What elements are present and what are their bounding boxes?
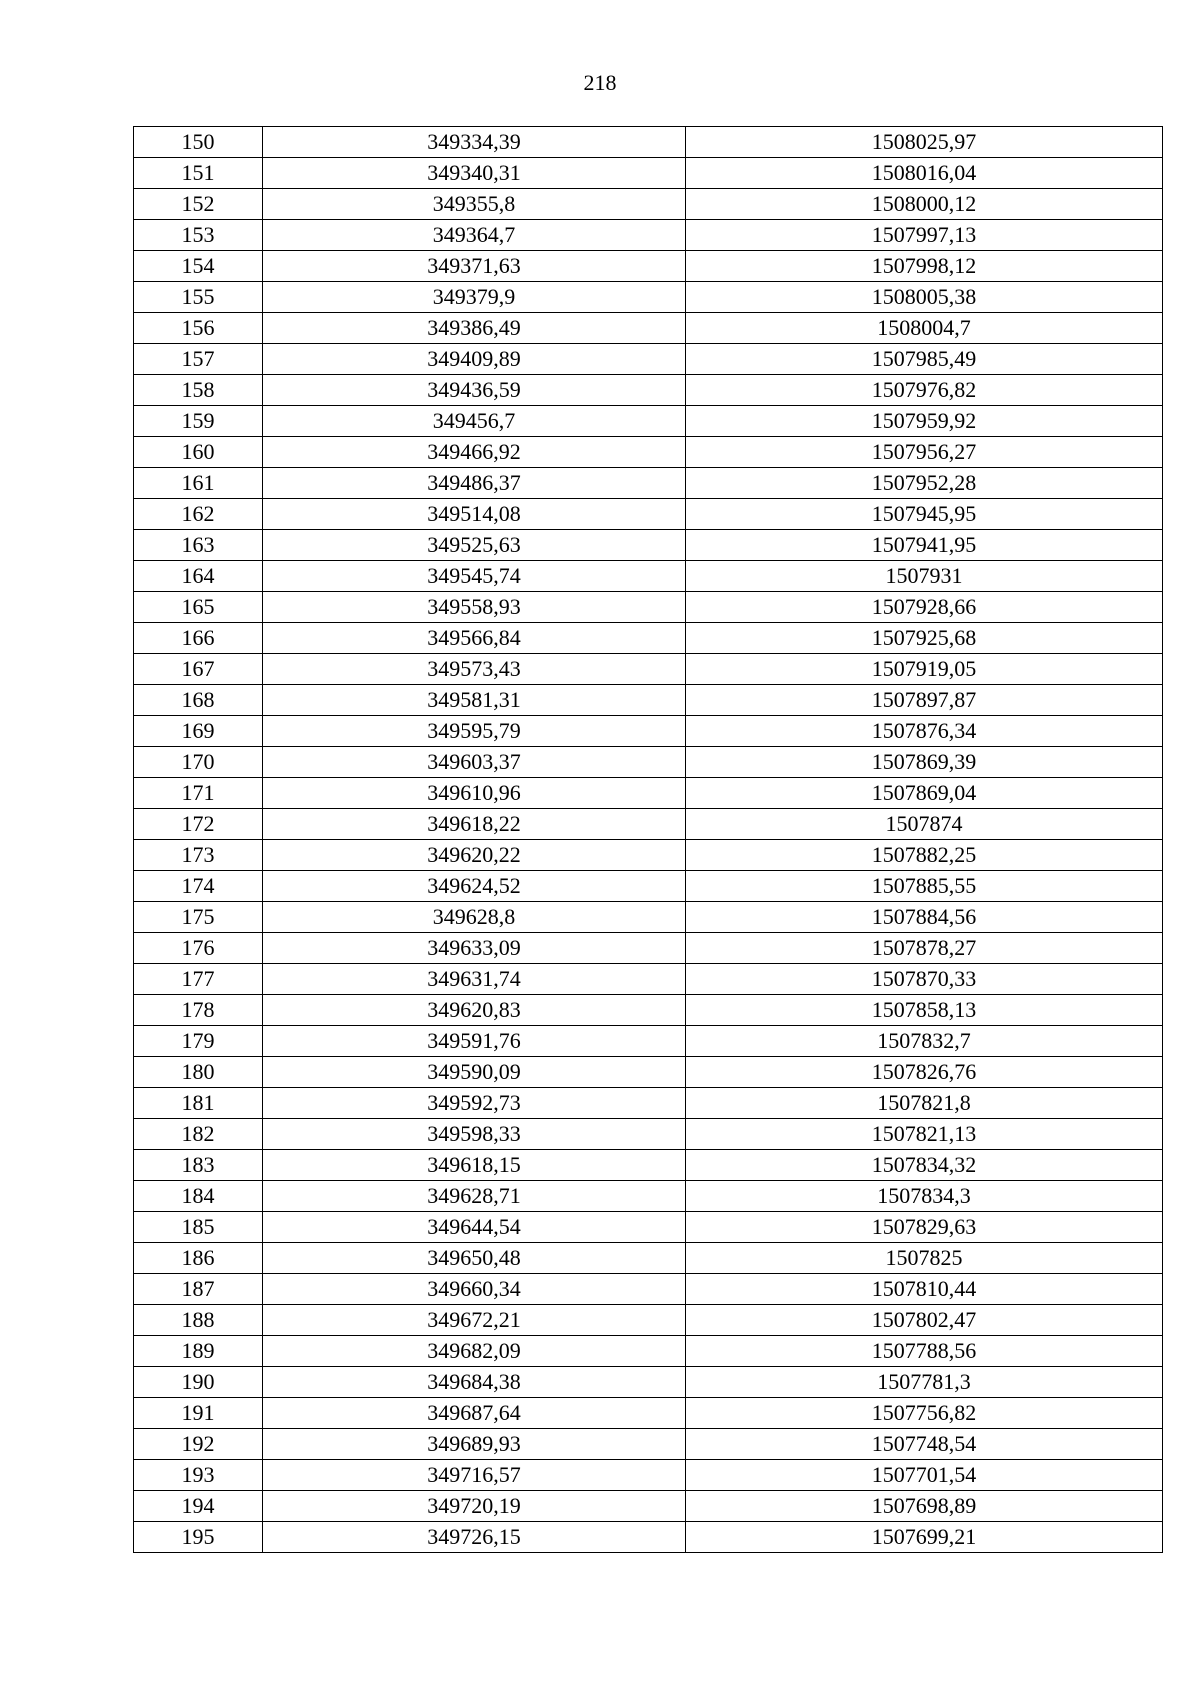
point-number-cell: 152 xyxy=(134,189,263,220)
point-number-cell: 178 xyxy=(134,995,263,1026)
coordinates-table-body xyxy=(134,127,1163,1553)
x-coordinate-cell: 349590,09 xyxy=(263,1057,686,1088)
point-number-cell: 167 xyxy=(134,654,263,685)
x-coordinate-cell: 349386,49 xyxy=(263,313,686,344)
x-coordinate-cell: 349687,64 xyxy=(263,1398,686,1429)
table-row xyxy=(134,220,1163,251)
table-row xyxy=(134,1119,1163,1150)
point-number-cell: 162 xyxy=(134,499,263,530)
point-number-cell: 185 xyxy=(134,1212,263,1243)
point-number-cell: 170 xyxy=(134,747,263,778)
y-coordinate-cell: 1507756,82 xyxy=(686,1398,1163,1429)
point-number-cell: 153 xyxy=(134,220,263,251)
table-row xyxy=(134,592,1163,623)
table-row xyxy=(134,778,1163,809)
x-coordinate-cell: 349558,93 xyxy=(263,592,686,623)
table-row xyxy=(134,1150,1163,1181)
x-coordinate-cell: 349364,7 xyxy=(263,220,686,251)
point-number-cell: 179 xyxy=(134,1026,263,1057)
x-coordinate-cell: 349566,84 xyxy=(263,623,686,654)
y-coordinate-cell: 1507998,12 xyxy=(686,251,1163,282)
y-coordinate-cell: 1507825 xyxy=(686,1243,1163,1274)
point-number-cell: 160 xyxy=(134,437,263,468)
point-number-cell: 159 xyxy=(134,406,263,437)
table-row xyxy=(134,499,1163,530)
y-coordinate-cell: 1507821,13 xyxy=(686,1119,1163,1150)
y-coordinate-cell: 1508025,97 xyxy=(686,127,1163,158)
x-coordinate-cell: 349650,48 xyxy=(263,1243,686,1274)
y-coordinate-cell: 1507834,3 xyxy=(686,1181,1163,1212)
point-number-cell: 176 xyxy=(134,933,263,964)
table-row xyxy=(134,871,1163,902)
y-coordinate-cell: 1507788,56 xyxy=(686,1336,1163,1367)
y-coordinate-cell: 1507870,33 xyxy=(686,964,1163,995)
table-row xyxy=(134,127,1163,158)
point-number-cell: 168 xyxy=(134,685,263,716)
point-number-cell: 180 xyxy=(134,1057,263,1088)
table-row xyxy=(134,1460,1163,1491)
point-number-cell: 184 xyxy=(134,1181,263,1212)
y-coordinate-cell: 1507832,7 xyxy=(686,1026,1163,1057)
table-row xyxy=(134,1305,1163,1336)
y-coordinate-cell: 1507874 xyxy=(686,809,1163,840)
x-coordinate-cell: 349409,89 xyxy=(263,344,686,375)
x-coordinate-cell: 349684,38 xyxy=(263,1367,686,1398)
y-coordinate-cell: 1507897,87 xyxy=(686,685,1163,716)
table-row xyxy=(134,995,1163,1026)
table-row xyxy=(134,313,1163,344)
y-coordinate-cell: 1507876,34 xyxy=(686,716,1163,747)
x-coordinate-cell: 349592,73 xyxy=(263,1088,686,1119)
x-coordinate-cell: 349631,74 xyxy=(263,964,686,995)
x-coordinate-cell: 349581,31 xyxy=(263,685,686,716)
y-coordinate-cell: 1507945,95 xyxy=(686,499,1163,530)
x-coordinate-cell: 349682,09 xyxy=(263,1336,686,1367)
table-row xyxy=(134,406,1163,437)
point-number-cell: 189 xyxy=(134,1336,263,1367)
x-coordinate-cell: 349660,34 xyxy=(263,1274,686,1305)
x-coordinate-cell: 349340,31 xyxy=(263,158,686,189)
x-coordinate-cell: 349633,09 xyxy=(263,933,686,964)
y-coordinate-cell: 1507869,39 xyxy=(686,747,1163,778)
table-row xyxy=(134,902,1163,933)
point-number-cell: 157 xyxy=(134,344,263,375)
point-number-cell: 171 xyxy=(134,778,263,809)
x-coordinate-cell: 349644,54 xyxy=(263,1212,686,1243)
table-row xyxy=(134,1212,1163,1243)
x-coordinate-cell: 349436,59 xyxy=(263,375,686,406)
table-row xyxy=(134,1243,1163,1274)
point-number-cell: 161 xyxy=(134,468,263,499)
point-number-cell: 165 xyxy=(134,592,263,623)
table-row xyxy=(134,1522,1163,1553)
y-coordinate-cell: 1507952,28 xyxy=(686,468,1163,499)
table-row xyxy=(134,561,1163,592)
x-coordinate-cell: 349628,71 xyxy=(263,1181,686,1212)
x-coordinate-cell: 349618,15 xyxy=(263,1150,686,1181)
y-coordinate-cell: 1507941,95 xyxy=(686,530,1163,561)
x-coordinate-cell: 349716,57 xyxy=(263,1460,686,1491)
point-number-cell: 156 xyxy=(134,313,263,344)
y-coordinate-cell: 1507959,92 xyxy=(686,406,1163,437)
point-number-cell: 163 xyxy=(134,530,263,561)
table-row xyxy=(134,716,1163,747)
point-number-cell: 158 xyxy=(134,375,263,406)
y-coordinate-cell: 1507985,49 xyxy=(686,344,1163,375)
table-row xyxy=(134,685,1163,716)
y-coordinate-cell: 1507829,63 xyxy=(686,1212,1163,1243)
point-number-cell: 173 xyxy=(134,840,263,871)
point-number-cell: 183 xyxy=(134,1150,263,1181)
y-coordinate-cell: 1508005,38 xyxy=(686,282,1163,313)
point-number-cell: 169 xyxy=(134,716,263,747)
point-number-cell: 164 xyxy=(134,561,263,592)
y-coordinate-cell: 1507781,3 xyxy=(686,1367,1163,1398)
table-row xyxy=(134,840,1163,871)
point-number-cell: 188 xyxy=(134,1305,263,1336)
point-number-cell: 191 xyxy=(134,1398,263,1429)
x-coordinate-cell: 349545,74 xyxy=(263,561,686,592)
x-coordinate-cell: 349628,8 xyxy=(263,902,686,933)
point-number-cell: 192 xyxy=(134,1429,263,1460)
point-number-cell: 193 xyxy=(134,1460,263,1491)
table-row xyxy=(134,1088,1163,1119)
y-coordinate-cell: 1507748,54 xyxy=(686,1429,1163,1460)
point-number-cell: 166 xyxy=(134,623,263,654)
point-number-cell: 154 xyxy=(134,251,263,282)
x-coordinate-cell: 349573,43 xyxy=(263,654,686,685)
y-coordinate-cell: 1507931 xyxy=(686,561,1163,592)
y-coordinate-cell: 1507997,13 xyxy=(686,220,1163,251)
x-coordinate-cell: 349486,37 xyxy=(263,468,686,499)
x-coordinate-cell: 349624,52 xyxy=(263,871,686,902)
y-coordinate-cell: 1507884,56 xyxy=(686,902,1163,933)
table-row xyxy=(134,1274,1163,1305)
y-coordinate-cell: 1507802,47 xyxy=(686,1305,1163,1336)
point-number-cell: 182 xyxy=(134,1119,263,1150)
y-coordinate-cell: 1507858,13 xyxy=(686,995,1163,1026)
table-row xyxy=(134,375,1163,406)
x-coordinate-cell: 349618,22 xyxy=(263,809,686,840)
y-coordinate-cell: 1508016,04 xyxy=(686,158,1163,189)
y-coordinate-cell: 1507834,32 xyxy=(686,1150,1163,1181)
y-coordinate-cell: 1507698,89 xyxy=(686,1491,1163,1522)
table-row xyxy=(134,1367,1163,1398)
table-row xyxy=(134,437,1163,468)
point-number-cell: 177 xyxy=(134,964,263,995)
table-row xyxy=(134,1491,1163,1522)
y-coordinate-cell: 1507925,68 xyxy=(686,623,1163,654)
x-coordinate-cell: 349620,83 xyxy=(263,995,686,1026)
y-coordinate-cell: 1507976,82 xyxy=(686,375,1163,406)
y-coordinate-cell: 1507821,8 xyxy=(686,1088,1163,1119)
table-row xyxy=(134,1057,1163,1088)
y-coordinate-cell: 1507878,27 xyxy=(686,933,1163,964)
table-row xyxy=(134,1429,1163,1460)
table-row xyxy=(134,344,1163,375)
x-coordinate-cell: 349379,9 xyxy=(263,282,686,313)
point-number-cell: 194 xyxy=(134,1491,263,1522)
x-coordinate-cell: 349525,63 xyxy=(263,530,686,561)
x-coordinate-cell: 349514,08 xyxy=(263,499,686,530)
x-coordinate-cell: 349591,76 xyxy=(263,1026,686,1057)
y-coordinate-cell: 1507885,55 xyxy=(686,871,1163,902)
x-coordinate-cell: 349466,92 xyxy=(263,437,686,468)
point-number-cell: 172 xyxy=(134,809,263,840)
table-row xyxy=(134,747,1163,778)
x-coordinate-cell: 349355,8 xyxy=(263,189,686,220)
point-number-cell: 174 xyxy=(134,871,263,902)
y-coordinate-cell: 1507701,54 xyxy=(686,1460,1163,1491)
x-coordinate-cell: 349456,7 xyxy=(263,406,686,437)
point-number-cell: 150 xyxy=(134,127,263,158)
table-row xyxy=(134,251,1163,282)
y-coordinate-cell: 1508004,7 xyxy=(686,313,1163,344)
page-number: 218 xyxy=(583,70,617,95)
y-coordinate-cell: 1508000,12 xyxy=(686,189,1163,220)
y-coordinate-cell: 1507956,27 xyxy=(686,437,1163,468)
x-coordinate-cell: 349595,79 xyxy=(263,716,686,747)
point-number-cell: 151 xyxy=(134,158,263,189)
table-row xyxy=(134,530,1163,561)
table-row xyxy=(134,654,1163,685)
x-coordinate-cell: 349720,19 xyxy=(263,1491,686,1522)
point-number-cell: 187 xyxy=(134,1274,263,1305)
x-coordinate-cell: 349603,37 xyxy=(263,747,686,778)
point-number-cell: 155 xyxy=(134,282,263,313)
x-coordinate-cell: 349726,15 xyxy=(263,1522,686,1553)
y-coordinate-cell: 1507928,66 xyxy=(686,592,1163,623)
table-row xyxy=(134,282,1163,313)
table-row xyxy=(134,964,1163,995)
table-row xyxy=(134,933,1163,964)
table-row xyxy=(134,1026,1163,1057)
x-coordinate-cell: 349672,21 xyxy=(263,1305,686,1336)
x-coordinate-cell: 349598,33 xyxy=(263,1119,686,1150)
x-coordinate-cell: 349610,96 xyxy=(263,778,686,809)
table-row xyxy=(134,468,1163,499)
table-row xyxy=(134,158,1163,189)
table-row xyxy=(134,189,1163,220)
point-number-cell: 195 xyxy=(134,1522,263,1553)
table-row xyxy=(134,1181,1163,1212)
point-number-cell: 186 xyxy=(134,1243,263,1274)
y-coordinate-cell: 1507882,25 xyxy=(686,840,1163,871)
y-coordinate-cell: 1507810,44 xyxy=(686,1274,1163,1305)
y-coordinate-cell: 1507869,04 xyxy=(686,778,1163,809)
y-coordinate-cell: 1507919,05 xyxy=(686,654,1163,685)
y-coordinate-cell: 1507699,21 xyxy=(686,1522,1163,1553)
point-number-cell: 190 xyxy=(134,1367,263,1398)
point-number-cell: 175 xyxy=(134,902,263,933)
y-coordinate-cell: 1507826,76 xyxy=(686,1057,1163,1088)
point-number-cell: 181 xyxy=(134,1088,263,1119)
x-coordinate-cell: 349620,22 xyxy=(263,840,686,871)
table-row xyxy=(134,809,1163,840)
x-coordinate-cell: 349689,93 xyxy=(263,1429,686,1460)
table-row xyxy=(134,1398,1163,1429)
x-coordinate-cell: 349371,63 xyxy=(263,251,686,282)
coordinates-table xyxy=(133,126,1163,1553)
x-coordinate-cell: 349334,39 xyxy=(263,127,686,158)
table-row xyxy=(134,1336,1163,1367)
table-row xyxy=(134,623,1163,654)
